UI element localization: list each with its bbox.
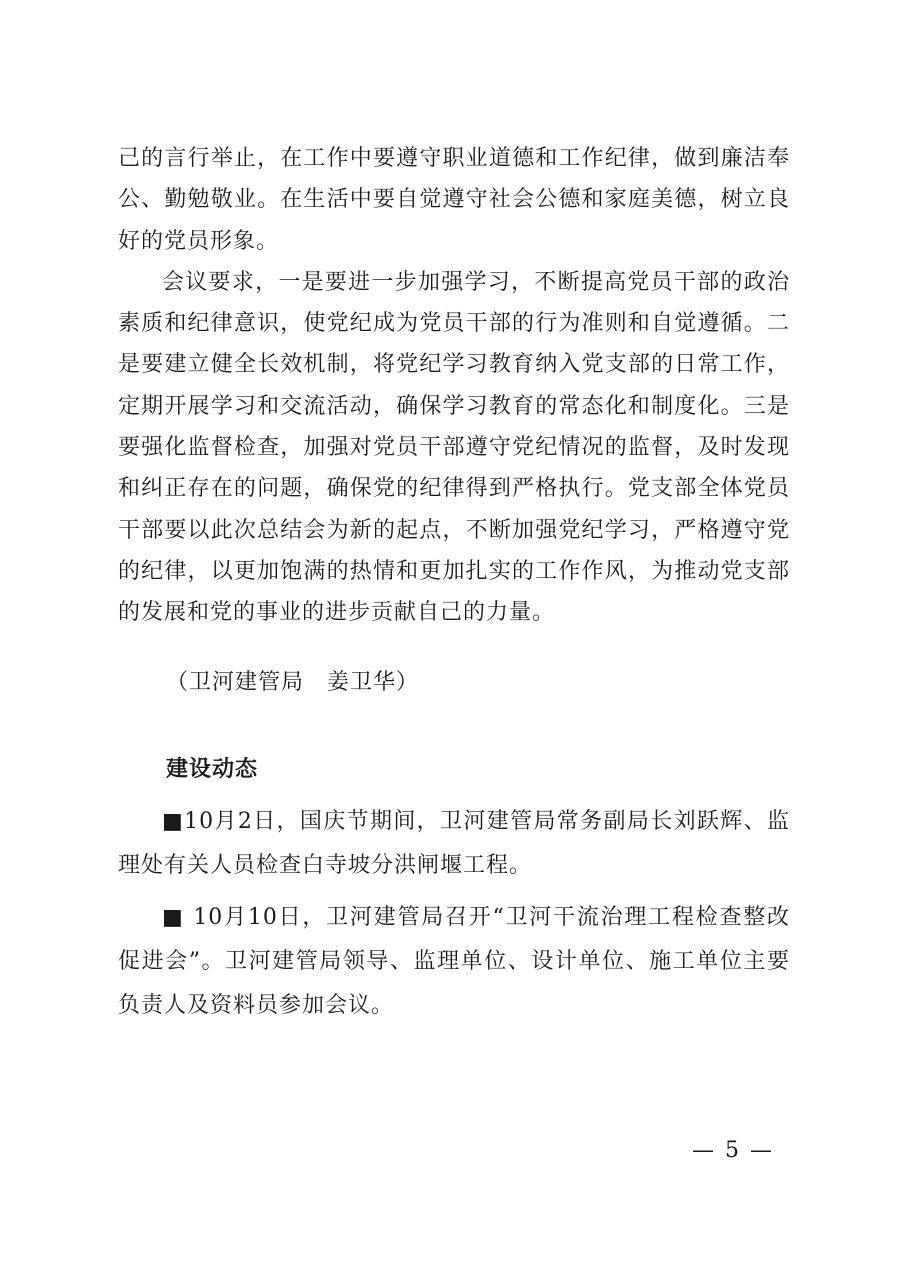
author-attribution: （卫河建管局 姜卫华） [166, 670, 420, 695]
section-heading: 建设动态 [166, 757, 259, 782]
news-item: ■ 10月10日，卫河建管局召开“卫河干流治理工程检查整改促进会”。卫河建管局领导、监理单位、设计单位、施工单位主要负责人及资料员参加会议。 [118, 905, 790, 1018]
paragraph-continuation: 己的言行举止，在工作中要遵守职业道德和工作纪律，做到廉洁奉公、勤勉敬业。在生活中要自觉遵守社会公德和家庭美德，树立良好的党员形象。 [118, 146, 790, 254]
article-body [118, 138, 790, 634]
news-item: ■10月2日，国庆节期间，卫河建管局常务副局长刘跃辉、监理处有关人员检查白寺坡分洪闸堰工程。 [118, 809, 790, 878]
paragraph-meeting-requirements: 会议要求，一是要进一步加强学习，不断提高党员干部的政治素质和纪律意识，使党纪成为党员干部的行为准则和自觉遵循。二是要建立健全长效机制，将党纪学习教育纳入党支部的日常工作，定期开展学习和交流活动，确保学习教育的常态化和制度化。三是要强化监督检查，加强对党员干部遵守党纪情况的监督，及时发现和纠正存在的问题，确保党的纪律得到严格执行。党支部全体党员干部要以此次总结会为新的起点，不断加强党纪学习，严格遵守党的纪律，以更加饱满的热情和更加扎实的工作作风，为推动党支部的发展和党的事业的进步贡献自己的力量。 [118, 269, 790, 626]
page-number: — 5 — [692, 1138, 774, 1163]
news-list [118, 800, 790, 1036]
